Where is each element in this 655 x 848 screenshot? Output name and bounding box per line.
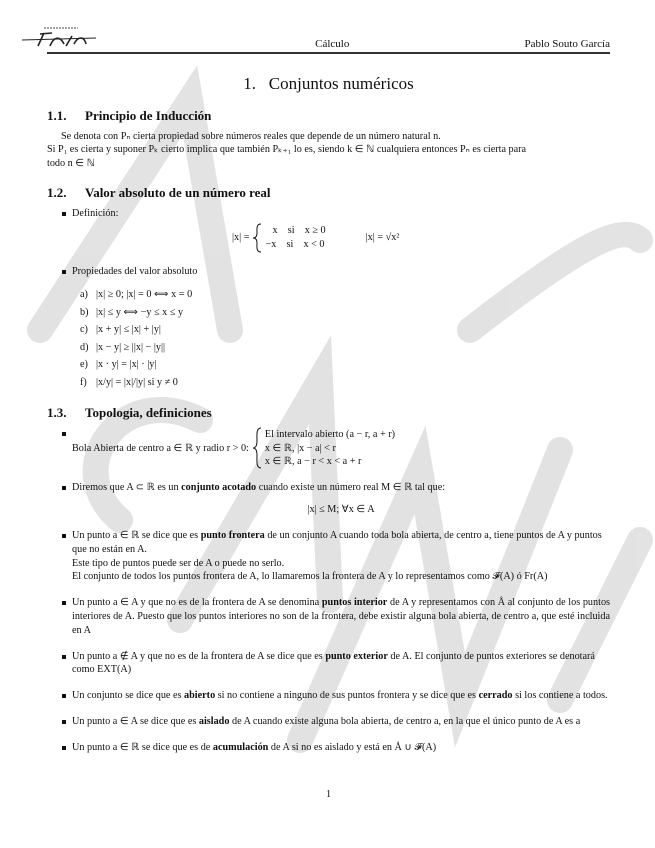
text: de A y representamos con Å al conjunto de los puntos interiores de A. Puesto que los puntos interiores no son de la frontera, debe existir alguna bola abierta, de centro a, que esté incluida en A (72, 597, 610, 636)
list-item (47, 529, 610, 584)
paragraph: Si P₁ es cierta y suponer Pₖ cierto implica que también Pₖ₊₁ lo es, siendo k ∈ ℕ cualquiera entonces Pₙ es cierta para (47, 144, 527, 156)
section-heading-1-1 (47, 108, 610, 124)
item-letter: a) (80, 289, 88, 301)
brace-icon (252, 427, 262, 469)
list-item (47, 481, 610, 517)
text: Un punto a ∈ ℝ se dice que es (72, 530, 201, 542)
list-item (47, 689, 610, 703)
page-title: 1. Conjuntos numéricos (243, 73, 414, 93)
properties-label: Propiedades del valor absoluto (72, 265, 198, 277)
list-item (47, 650, 610, 678)
property-item (80, 304, 610, 322)
term: acumulación (212, 741, 269, 753)
section-heading-1-3 (47, 405, 610, 421)
formula-case: −x si x < 0 (265, 238, 325, 250)
term: puntos interior (321, 597, 388, 609)
item-formula: |x/y| = |x|/|y| si y ≠ 0 (96, 376, 178, 388)
list-item (47, 207, 610, 253)
section-title: Principio de Inducción (85, 107, 212, 123)
term: cerrado (478, 690, 513, 702)
paragraph: todo n ∈ ℕ (47, 158, 95, 170)
text: de A cuando existe alguna bola abierta, de centro a, en la que el único punto de A es a (229, 716, 581, 728)
list-item (47, 715, 610, 729)
text: si los contiene a todos. (512, 690, 608, 702)
term: abierto (184, 690, 216, 702)
item-letter: e) (80, 359, 88, 371)
topologia-list (47, 427, 610, 754)
formula-cases (265, 224, 325, 252)
property-item (80, 321, 610, 339)
list-item (47, 265, 610, 392)
paragraph: Se denota con Pₙ cierta propiedad sobre números reales que depende de un número natural n. (61, 130, 441, 142)
list-item (47, 427, 610, 469)
section-number: 1.1. (47, 107, 67, 123)
definition-label: Definición: (72, 207, 119, 219)
text: de A. El conjunto de puntos exteriores se denotará como EXT(A) (72, 650, 595, 676)
text: Un punto a ∈ ℝ se dice que es de (72, 741, 213, 753)
list-item (47, 596, 610, 637)
item-letter: d) (80, 341, 89, 353)
text: si no contiene a ninguno de sus puntos frontera y se dice que es (215, 690, 479, 702)
item-formula: |x · y| = |x| · |y| (96, 359, 157, 371)
bola-case: El intervalo abierto (a − r, a + r) (264, 428, 396, 440)
properties-list (80, 286, 610, 391)
paragraph: El conjunto de todos los puntos frontera de A, lo llamaremos la frontera de A y lo representamos como 𝓕(A) ó Fr(A) (72, 571, 548, 583)
item-letter: b) (80, 306, 89, 318)
page-header (47, 22, 610, 50)
text: Un punto a ∉ A y que no es de la frontera de A se dice que es (72, 650, 326, 662)
header-author: Pablo Souto García (524, 38, 610, 50)
property-item (80, 339, 610, 357)
item-letter: f) (80, 376, 87, 388)
bola-definition (72, 427, 610, 469)
formula-sqrt: |x| = √x² (365, 231, 400, 243)
item-formula: |x + y| ≤ |x| + |y| (96, 324, 161, 336)
item-letter: c) (80, 324, 88, 336)
text: Diremos que A ⊂ ℝ es un (72, 482, 182, 494)
bola-cases (265, 428, 395, 469)
logo-icon (20, 24, 100, 50)
formula-lhs: |x| = (232, 231, 250, 243)
text: Un conjunto se dice que es (72, 690, 185, 702)
text: de A si no es aislado y está en Å ∪ 𝓕(A) (268, 741, 437, 753)
header-rule (47, 52, 610, 54)
text: de un conjunto A cuando toda bola abierta, de centro a, tiene puntos de A y puntos que no están en A. (72, 530, 602, 555)
header-subject: Cálculo (315, 38, 350, 50)
section-title: Topologia, definiciones (85, 405, 212, 421)
page-number: 1 (325, 788, 332, 800)
term: punto frontera (200, 530, 265, 542)
item-formula: |x| ≤ y ⟺ −y ≤ x ≤ y (96, 306, 184, 318)
paragraph: Este tipo de puntos puede ser de A o puede no serlo. (72, 557, 285, 569)
term: conjunto acotado (181, 482, 257, 494)
valor-absoluto-list (47, 207, 610, 392)
text: Un punto a ∈ A se dice que es (72, 716, 199, 728)
property-item (80, 286, 610, 304)
section-heading-1-2 (47, 185, 610, 201)
brace-icon (252, 223, 262, 253)
section-number: 1.3. (47, 405, 67, 421)
bola-case: x ∈ ℝ, |x − a| < r (264, 442, 336, 454)
acotado-formula: |x| ≤ M; ∀x ∈ A (307, 504, 375, 516)
definition-formula (232, 223, 610, 253)
text: cuando existe un número real M ∈ ℝ tal que: (256, 482, 446, 494)
section-number: 1.2. (47, 184, 67, 200)
paragraph (72, 529, 610, 557)
term: punto exterior (325, 650, 388, 662)
property-item (80, 374, 610, 392)
text: Un punto a ∈ A y que no es de la frontera de A se denomina (72, 597, 322, 609)
formula-case: x si x ≥ 0 (272, 224, 326, 236)
item-formula: |x| ≥ 0; |x| = 0 ⟺ x = 0 (96, 289, 193, 301)
list-item (47, 741, 610, 755)
item-formula: |x − y| ≥ ||x| − |y|| (96, 341, 166, 353)
bola-case: x ∈ ℝ, a − r < x < a + r (264, 456, 362, 468)
acotado-text (72, 481, 610, 495)
section-title: Valor absoluto de un número real (85, 184, 271, 200)
bola-text: Bola Abierta de centro a ∈ ℝ y radio r > 0: (72, 442, 249, 454)
property-item (80, 356, 610, 374)
term: aislado (198, 716, 230, 728)
